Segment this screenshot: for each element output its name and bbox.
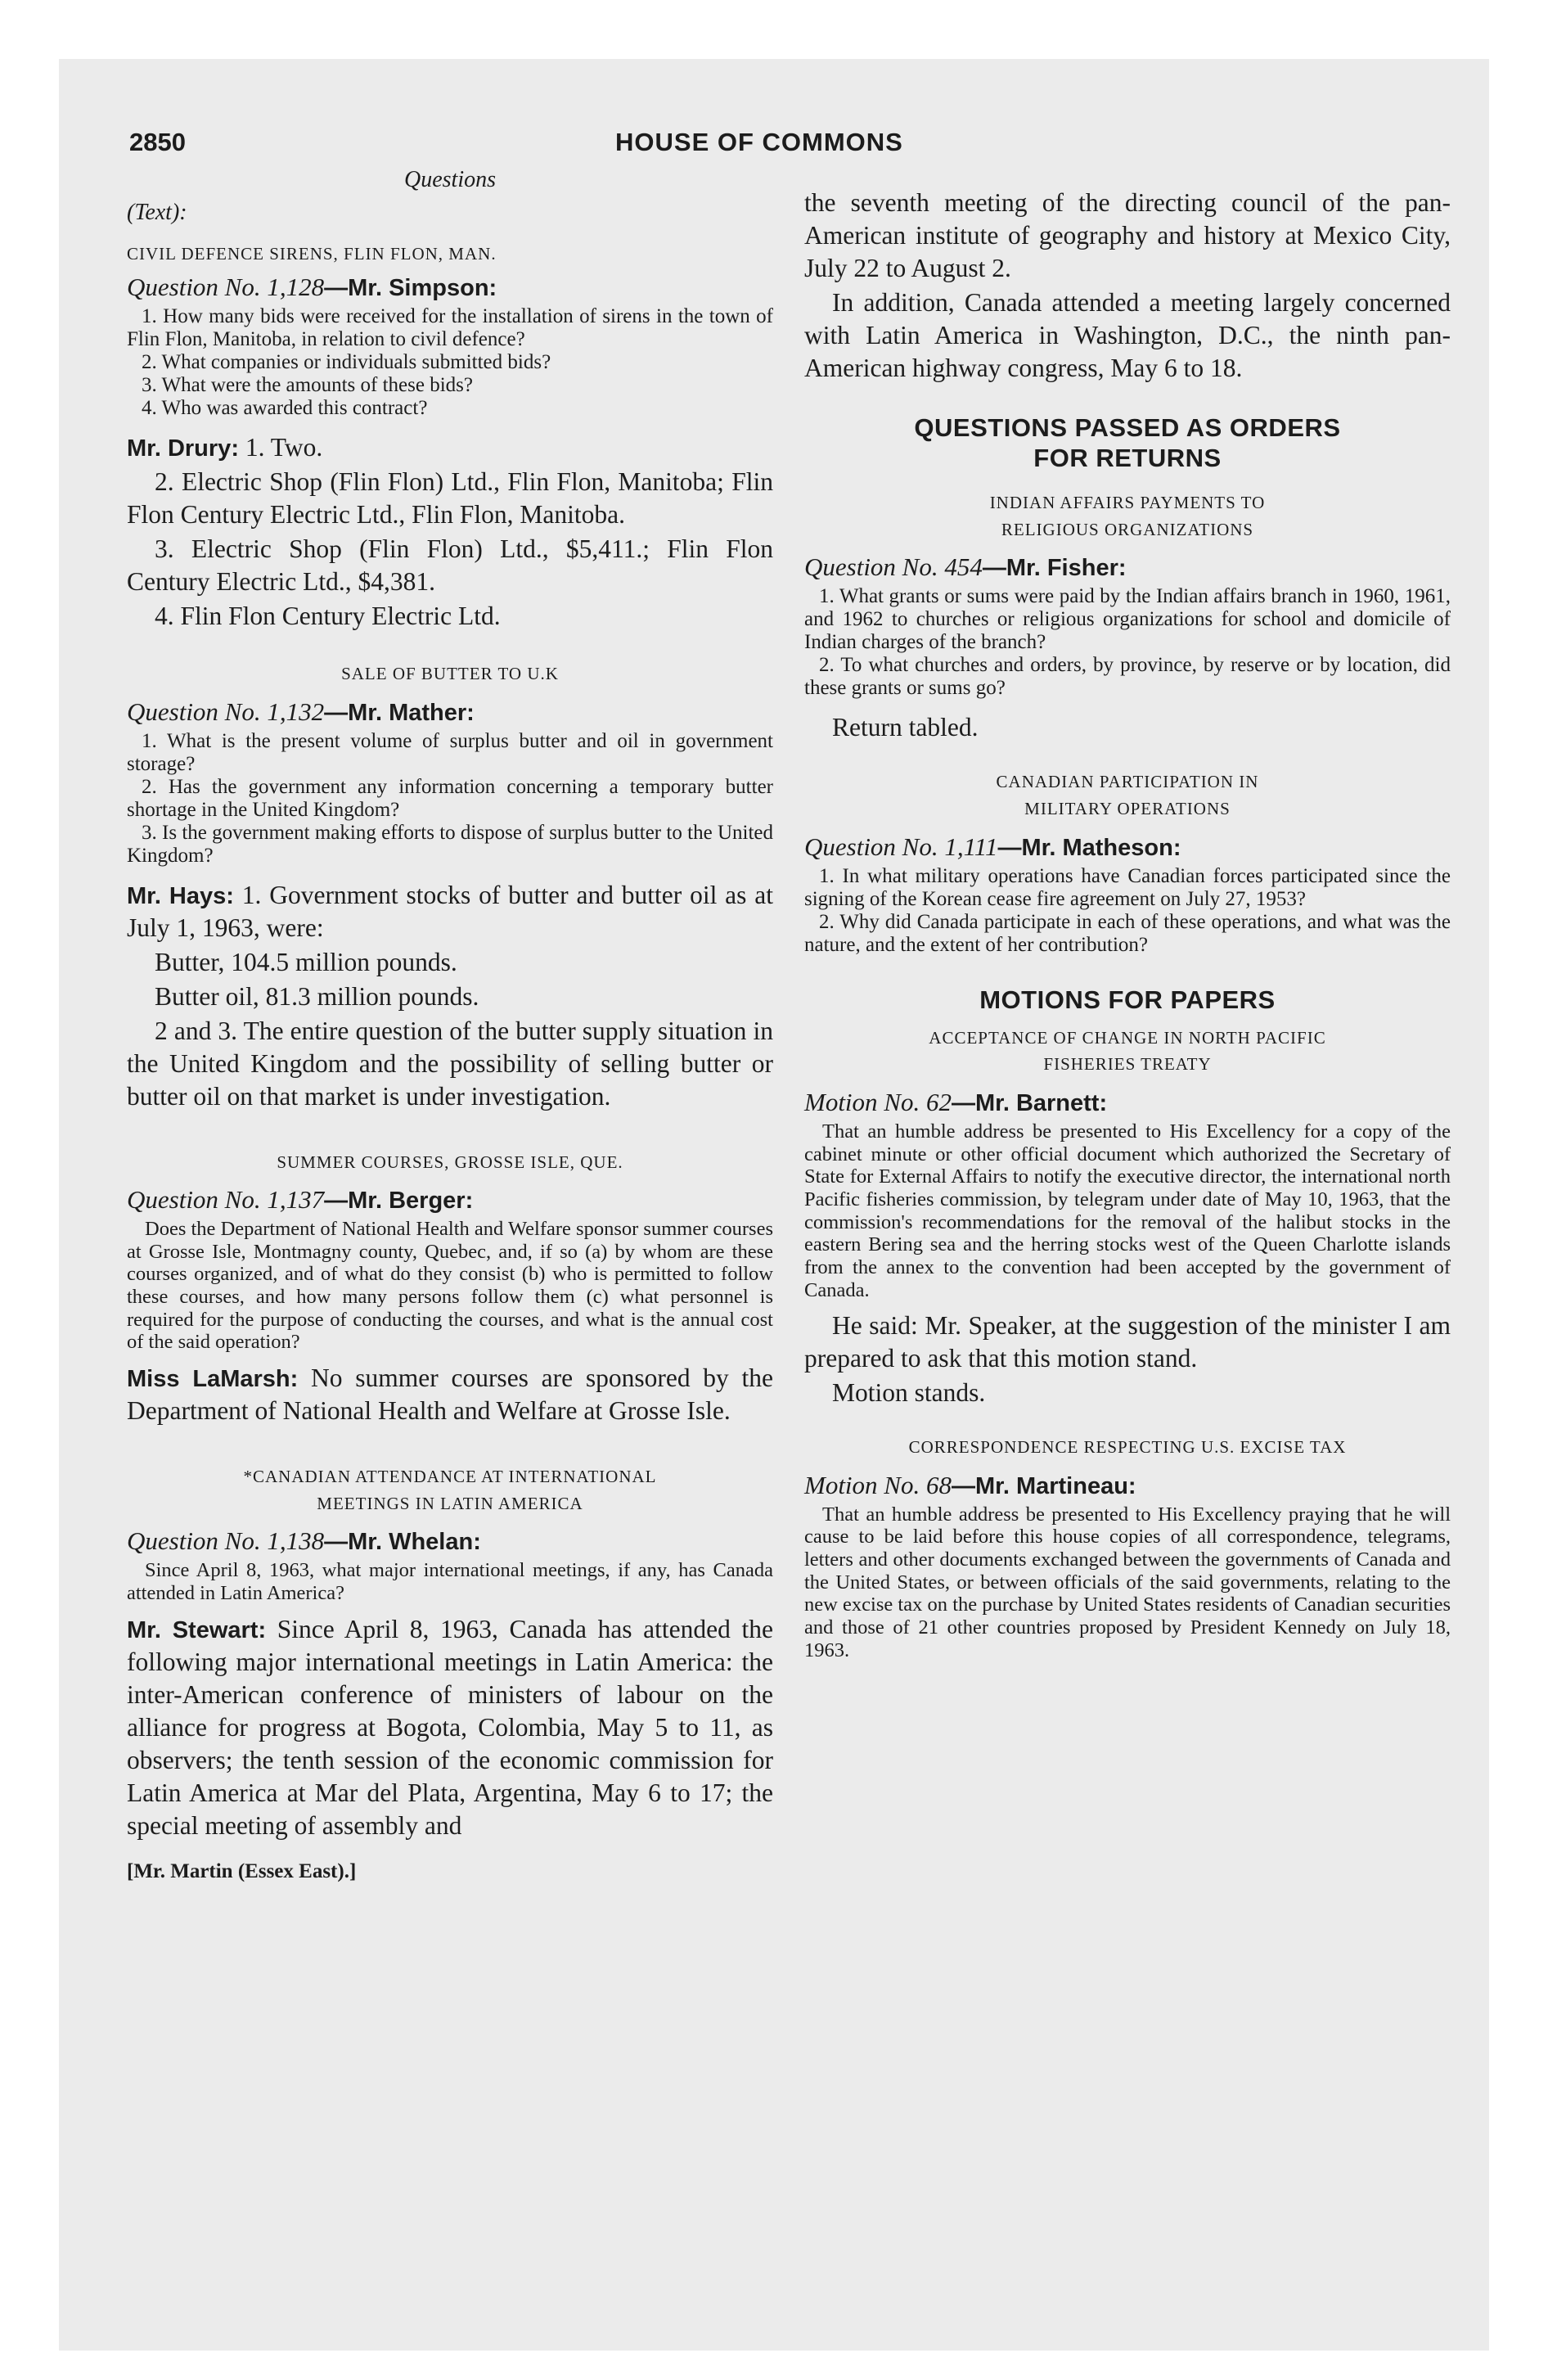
section-title-line: CANADIAN PARTICIPATION IN [996,772,1259,792]
question-text: Does the Department of National Health and Welfare sponsor summer courses at Grosse Isle, Montmagny county, Quebec, and, if so (a) by whom are these courses organized, and of what do they consist (b) who is permitted to follow these courses, and how many persons follow them (c) what personnel is required for the purpose of conducting the courses, and what is the annual cost of the said operation? [127,1218,773,1354]
answer-text: 1. Two. [245,433,323,462]
question-item: 1. In what military operations have Canadian forces participated since the signing of the Korean cease fire agreement on July 27, 1953? [804,864,1451,910]
question-heading [804,832,1451,862]
question-number: Question No. 1,111 [804,832,998,861]
section-title-line: ACCEPTANCE OF CHANGE IN NORTH PACIFIC [929,1027,1326,1048]
section-title: SALE OF BUTTER TO U.K [341,664,559,683]
speaker-footer: [Mr. Martin (Essex East).] [127,1859,357,1882]
answer-paragraph: Return tabled. [832,713,979,742]
answer-text: 1. Government stocks of butter and butter oil as at July 1, 1963, were: [127,880,773,942]
question-member: —Mr. Fisher: [982,555,1127,582]
section-heading [804,412,1451,473]
continued-paragraph: the seventh meeting of the directing council of the pan-American institute of geography and history at Mexico City, July 22 to August 2. [804,188,1451,282]
left-column [127,164,773,1883]
question-item: 2. To what churches and orders, by province, by reserve or by location, did these grants or sums go? [804,654,1451,700]
question-item: 3. Is the government making efforts to dispose of surplus butter to the United Kingdom? [127,821,773,867]
section-title-line: FISHERIES TREATY [1043,1054,1212,1075]
answer-member: Mr. Drury: [127,435,239,462]
motion-member: —Mr. Barnett: [951,1089,1108,1116]
question-number: Question No. 454 [804,552,983,582]
answer-paragraph: 2 and 3. The entire question of the butter supply situation in the United Kingdom and the possibility of selling butter or butter oil on that market is under investigation. [127,1016,773,1111]
motion-status: Motion stands. [832,1378,986,1408]
question-list [804,865,1451,957]
motion-heading [804,1471,1451,1500]
speech-paragraph: He said: Mr. Speaker, at the suggestion of the minister I am prepared to ask that this motion stand. [804,1311,1451,1373]
question-number: Question No. 1,137 [127,1185,325,1215]
answer-paragraph: 3. Electric Shop (Flin Flon) Ltd., $5,411.; Flin Flon Century Electric Ltd., $4,381. [127,534,773,596]
right-column [804,187,1451,1670]
answer-paragraph [127,1362,773,1427]
section-title [804,769,1451,822]
answer-paragraph [127,431,773,464]
motion-heading [804,1088,1451,1117]
question-list [804,585,1451,700]
section-title [804,489,1451,543]
question-item: 2. Has the government any information concerning a temporary butter shortage in the United Kingdom? [127,775,773,821]
question-number: Question No. 1,132 [127,696,325,726]
question-number: Question No. 1,128 [127,273,325,301]
question-item: 2. Why did Canada participate in each of these operations, and what was the nature, and the extent of her contribution? [804,910,1451,956]
motion-number: Motion No. 68 [804,1470,952,1499]
section-title: SUMMER COURSES, GROSSE ISLE, QUE. [277,1152,623,1172]
continued-paragraph: In addition, Canada attended a meeting largely concerned with Latin America in Washington, D.C., the ninth pan-American highway congress, May 6 to 18. [804,288,1451,382]
motion-text: That an humble address be presented to His Excellency praying that he will cause to be laid before this house copies of all correspondence, telegrams, letters and other documents exchanged between the governments of Canada and the United States, or between officials of the said governments, relating to the new excise tax on the purchase by United States residents of Canadian securities and those of 21 other countries proposed by President Kennedy on July 18, 1963. [804,1503,1451,1661]
question-item: 2. What companies or individuals submitted bids? [142,351,551,373]
text-label: (Text): [127,200,187,225]
question-item: 3. What were the amounts of these bids? [142,374,473,396]
section-title [127,1463,773,1517]
question-heading [127,697,773,727]
section-subhead: Questions [404,167,496,192]
answer-member: Miss LaMarsh: [127,1366,299,1393]
section-title-line: *CANADIAN ATTENDANCE AT INTERNATIONAL [243,1467,657,1487]
question-item: 1. How many bids were received for the installation of sirens in the town of Flin Flon, Manitoba, in relation to civil defence? [127,305,773,350]
section-title-line: MEETINGS IN LATIN AMERICA [317,1493,583,1513]
section-heading: MOTIONS FOR PAPERS [979,985,1276,1014]
section-title-line: MILITARY OPERATIONS [1024,799,1231,819]
answer-text: No summer courses are sponsored by the Department of National Health and Welfare at Grosse Isle. [127,1364,774,1426]
question-number: Question No. 1,138 [127,1526,325,1556]
answer-paragraph [127,879,773,944]
question-member: —Mr. Matheson: [997,834,1181,861]
question-heading [127,273,773,302]
section-title-line: INDIAN AFFAIRS PAYMENTS TO [989,493,1266,513]
motion-number: Motion No. 62 [804,1087,952,1116]
question-item: 1. What grants or sums were paid by the Indian affairs branch in 1960, 1961, and 1962 to churches or religious organizations for school and domicile of Indian charges of the branch? [804,585,1451,654]
answer-line: Butter oil, 81.3 million pounds. [155,981,479,1011]
answer-paragraph [127,1613,773,1842]
section-title: CIVIL DEFENCE SIRENS, FLIN FLON, MAN. [127,244,497,264]
section-heading-line: QUESTIONS PASSED AS ORDERS [914,413,1341,442]
section-title: CORRESPONDENCE RESPECTING U.S. EXCISE TAX [908,1437,1347,1458]
section-heading-line: FOR RETURNS [1033,444,1222,473]
question-member: —Mr. Berger: [324,1188,474,1215]
section-title-line: RELIGIOUS ORGANIZATIONS [1001,519,1254,539]
question-item: 1. What is the present volume of surplus butter and oil in government storage? [127,729,773,775]
question-member: —Mr. Whelan: [324,1529,481,1556]
section-title [804,1025,1451,1078]
page-number: 2850 [129,128,186,156]
running-head: HOUSE OF COMMONS [615,128,903,156]
question-heading [804,552,1451,582]
answer-paragraph: 2. Electric Shop (Flin Flon) Ltd., Flin Flon, Manitoba; Flin Flon Century Electric Ltd., Flin Flon, Manitoba. [127,467,773,529]
answer-member: Mr. Stewart: [127,1616,267,1643]
motion-member: —Mr. Martineau: [951,1472,1136,1499]
question-heading [127,1185,773,1215]
question-text: Since April 8, 1963, what major international meetings, if any, has Canada attended in Latin America? [127,1559,773,1604]
answer-member: Mr. Hays: [127,882,234,909]
answer-line: Butter, 104.5 million pounds. [155,947,457,976]
answer-text: Since April 8, 1963, Canada has attended the following major international meetings in Latin America: the inter-American conference of ministers of labour on the alliance for progress at Bogota, Colombia, May 5 to 11, as observers; the tenth session of the economic commission for Latin America at Mar del Plata, Argentina, May 6 to 17; the special meeting of assembly and [127,1614,773,1840]
question-member: —Mr. Mather: [324,699,475,726]
question-heading [127,1526,773,1556]
question-list [127,730,773,868]
question-member: —Mr. Simpson: [324,275,497,301]
question-list [127,305,773,420]
question-item: 4. Who was awarded this contract? [142,397,428,419]
motion-text: That an humble address be presented to His Excellency for a copy of the cabinet minute or other official document which authorized the Secretary of State for External Affairs to notify the executive director, the international north Pacific fisheries commission, by telegram under date of May 10, 1963, that the commission's recommendations for the removal of the halibut stocks in the eastern Bering sea and the herring stocks west of the Queen Charlotte islands from the annex to the convention had been accepted by the government of Canada. [804,1120,1451,1301]
answer-paragraph: 4. Flin Flon Century Electric Ltd. [155,602,501,630]
